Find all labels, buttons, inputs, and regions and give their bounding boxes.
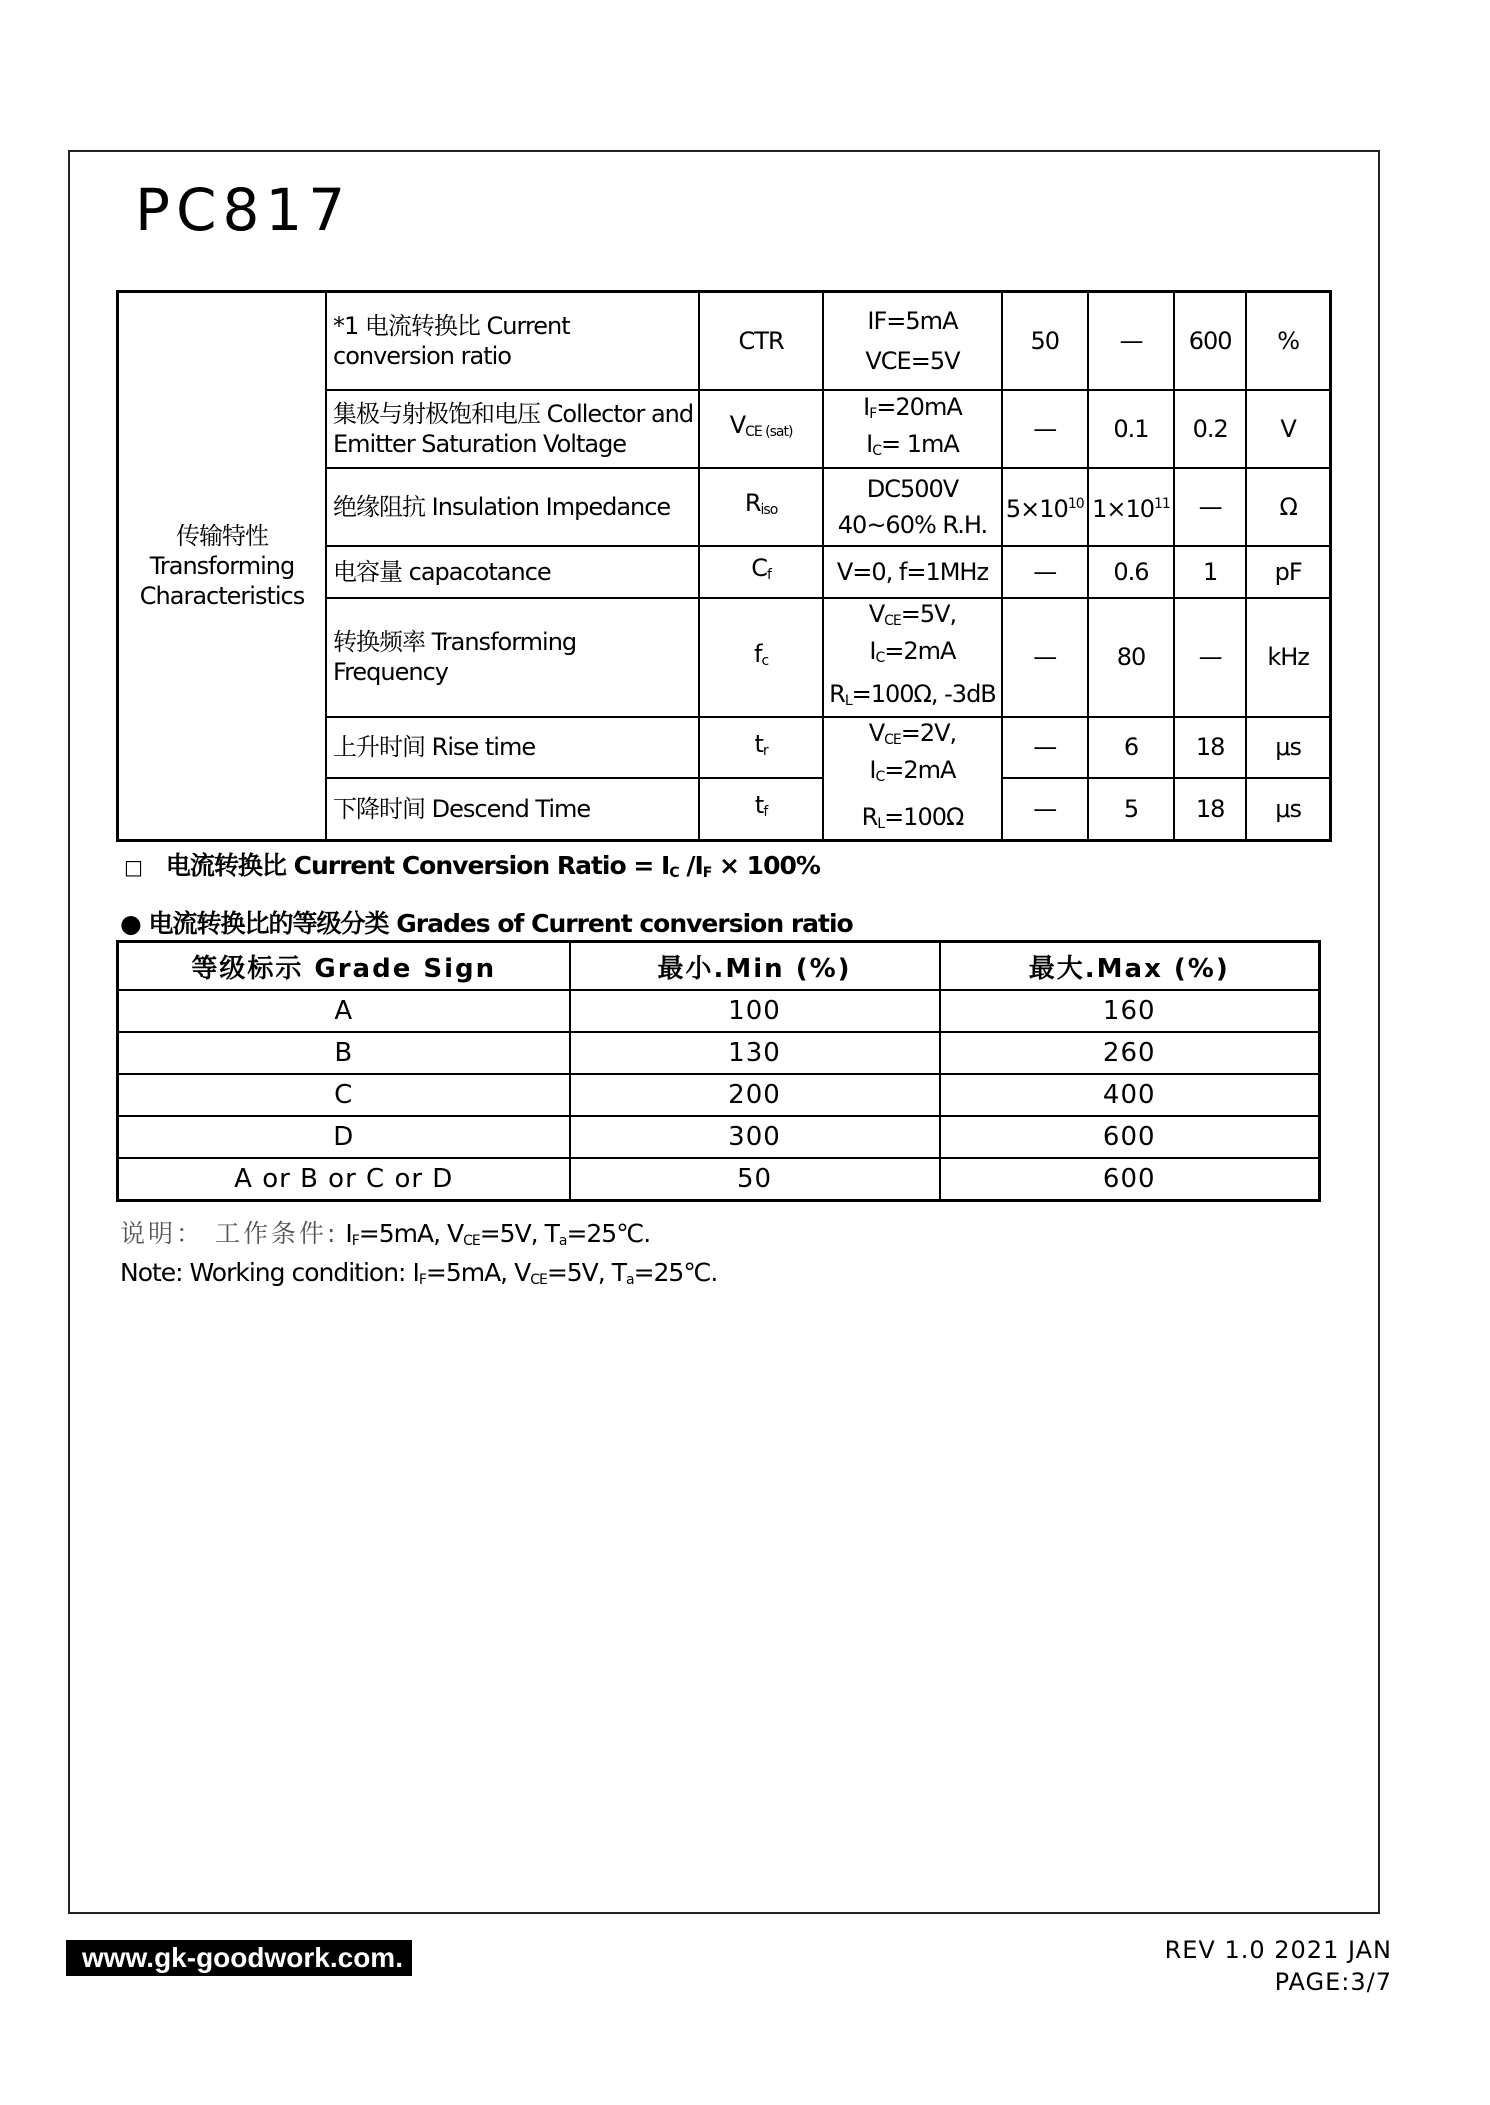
unit-cell: % bbox=[1246, 292, 1330, 390]
max-cell: 600 bbox=[1174, 292, 1246, 390]
min-cell: — bbox=[1002, 598, 1088, 717]
column-header: 最小.Min (%) bbox=[570, 942, 940, 991]
table-row: B 130 260 bbox=[118, 1032, 1320, 1074]
checkbox-glyph: □ bbox=[124, 855, 142, 879]
page-title: PC817 bbox=[135, 176, 352, 244]
table-row bbox=[118, 292, 1331, 390]
param-cell: 转换频率 Transforming Frequency bbox=[326, 598, 699, 717]
param-cell: 集极与射极饱和电压 Collector and Emitter Saturation Voltage bbox=[326, 390, 699, 468]
symbol-cell: $t_r$ bbox=[699, 717, 823, 779]
table-header-row bbox=[118, 942, 1320, 991]
unit-cell: V bbox=[1246, 390, 1330, 468]
typ-cell: 0.6 bbox=[1088, 546, 1174, 598]
unit-cell: μs bbox=[1246, 717, 1330, 779]
typ-cell: — bbox=[1088, 292, 1174, 390]
min-cell: $5\times 10^{10}$ bbox=[1002, 468, 1088, 546]
unit-cell: μs bbox=[1246, 778, 1330, 840]
max-cell: — bbox=[1174, 598, 1246, 717]
condition-cell: DC500V 40~60% R.H. bbox=[823, 468, 1001, 546]
unit-cell: kHz bbox=[1246, 598, 1330, 717]
table-row: D 300 600 bbox=[118, 1116, 1320, 1158]
condition-cell: $V_{CE}=2V$, $I_C=2mA$ $R_L=100\Omega$ bbox=[823, 717, 1001, 841]
symbol-cell: $C_f$ bbox=[699, 546, 823, 598]
typ-cell: 5 bbox=[1088, 778, 1174, 840]
symbol-cell: $t_f$ bbox=[699, 778, 823, 840]
table-row: A or B or C or D 50 600 bbox=[118, 1158, 1320, 1201]
min-cell: — bbox=[1002, 778, 1088, 840]
spec-table bbox=[116, 290, 1332, 842]
unit-cell: Ω bbox=[1246, 468, 1330, 546]
grades-table bbox=[116, 940, 1321, 1202]
column-header: 最大.Max (%) bbox=[940, 942, 1320, 991]
param-cell: *1 电流转换比 Current conversion ratio bbox=[326, 292, 699, 390]
param-cell: 电容量 capacotance bbox=[326, 546, 699, 598]
symbol-cell: $V_{CE (sat)}$ bbox=[699, 390, 823, 468]
min-cell: — bbox=[1002, 546, 1088, 598]
max-cell: 18 bbox=[1174, 778, 1246, 840]
grades-heading: ● 电流转换比的等级分类 Grades of Current conversion ratio bbox=[120, 909, 853, 938]
min-cell: 50 bbox=[1002, 292, 1088, 390]
table-row: C 200 400 bbox=[118, 1074, 1320, 1116]
min-cell: — bbox=[1002, 390, 1088, 468]
unit-cell: pF bbox=[1246, 546, 1330, 598]
max-cell: 1 bbox=[1174, 546, 1246, 598]
website-link[interactable]: www.gk-goodwork.com. bbox=[66, 1940, 412, 1976]
typ-cell: $1\times 10^{11}$ bbox=[1088, 468, 1174, 546]
max-cell: 18 bbox=[1174, 717, 1246, 779]
condition-cell: $I_F=20mA$ $I_C= 1mA$ bbox=[823, 390, 1001, 468]
column-header: 等级标示 Grade Sign bbox=[118, 942, 570, 991]
condition-cell: IF=5mA VCE=5V bbox=[823, 292, 1001, 390]
max-cell: — bbox=[1174, 468, 1246, 546]
condition-cell: $V_{CE}=5V$, $I_C=2mA$ $R_L=100\Omega$, -3dB bbox=[823, 598, 1001, 717]
symbol-cell: $R_{iso}$ bbox=[699, 468, 823, 546]
symbol-cell: $f_c$ bbox=[699, 598, 823, 717]
condition-note-en: Note: Working condition: $I_F=5mA$, $V_{CE}=5V$, $T_a=25℃$. bbox=[120, 1258, 718, 1288]
min-cell: — bbox=[1002, 717, 1088, 779]
typ-cell: 6 bbox=[1088, 717, 1174, 779]
typ-cell: 0.1 bbox=[1088, 390, 1174, 468]
param-cell: 绝缘阻抗 Insulation Impedance bbox=[326, 468, 699, 546]
symbol-cell: CTR bbox=[699, 292, 823, 390]
table-row: A 100 160 bbox=[118, 990, 1320, 1032]
param-cell: 上升时间 Rise time bbox=[326, 717, 699, 779]
condition-note-zh: 说明： 工作条件: $I_F=5mA$, $V_{CE}=5V$, $T_a=25℃$. bbox=[120, 1219, 651, 1249]
typ-cell: 80 bbox=[1088, 598, 1174, 717]
max-cell: 0.2 bbox=[1174, 390, 1246, 468]
conversion-formula: □ 电流转换比 Current Conversion Ratio = $I_C$ $/I_F \times 100\%$ bbox=[124, 851, 820, 881]
category-cell: 传输特性 Transforming Characteristics bbox=[118, 292, 327, 841]
condition-cell: V=0, f=1MHz bbox=[823, 546, 1001, 598]
revision-info: REV 1.0 2021 JAN PAGE:3/7 bbox=[1164, 1936, 1392, 1996]
param-cell: 下降时间 Descend Time bbox=[326, 778, 699, 840]
